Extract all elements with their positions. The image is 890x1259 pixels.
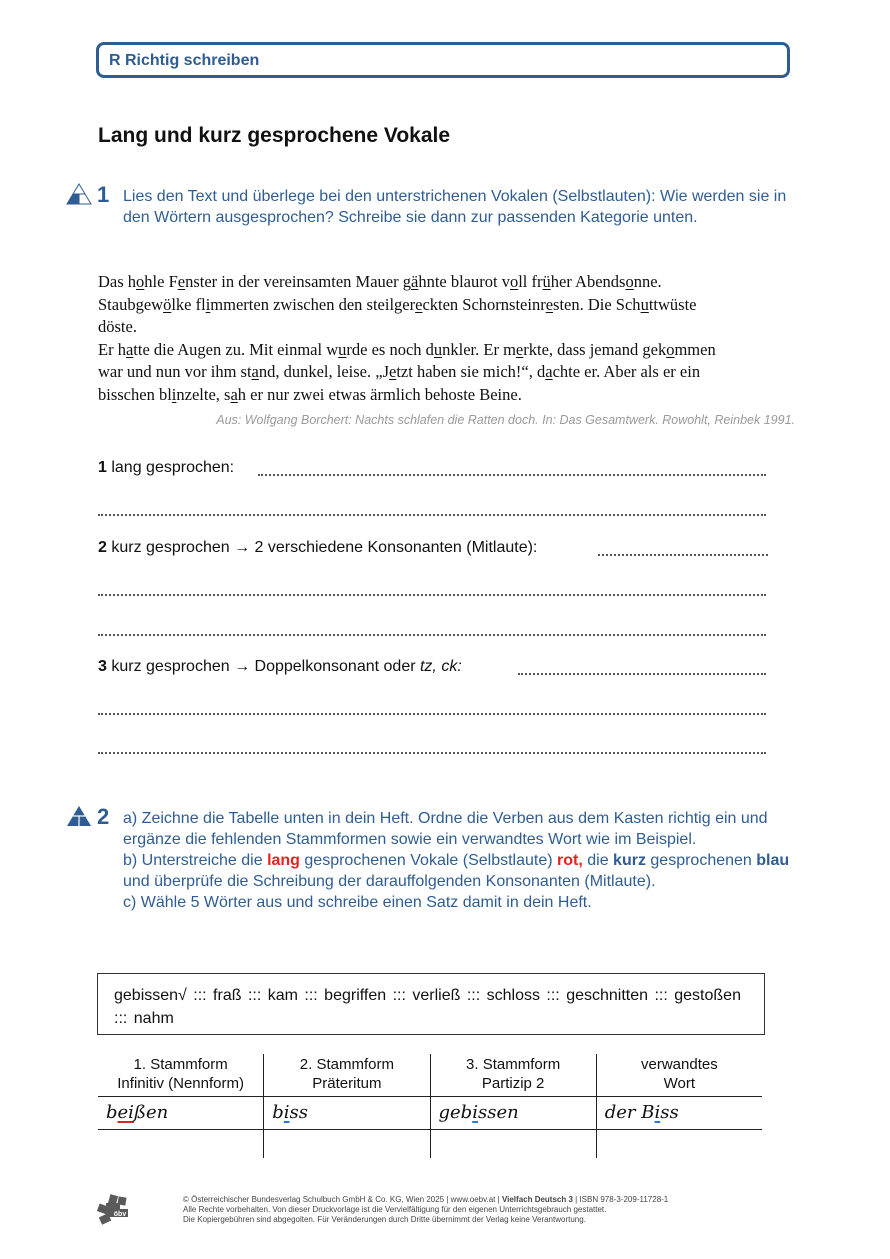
underlined-vowel: o (509, 272, 519, 291)
answer-field-3b[interactable] (98, 713, 766, 715)
story-line: döste. (98, 317, 137, 336)
category-label-italic: tz, ck: (419, 658, 462, 675)
table-cell: beißen (106, 1102, 169, 1123)
underlined-vowel: i (171, 384, 177, 404)
column-header: 3. Stammform Partizip 2 (430, 1054, 596, 1096)
task-1-instruction: Lies den Text und überlege bei den unterstrichenen Vokalen (Selbstlauten): Wie werden sie in den Wörtern ausgesprochen? Schreibe sie dann zur passenden Kategorie unten. (123, 188, 787, 226)
story-line: bisschen blinzelte, sah er nur zwei etwas ärmlich behoste Beine. (98, 384, 522, 404)
category-label: kurz gesprochen → 2 verschiedene Konsonanten (Mitlaute): (106, 539, 538, 556)
answer-field-1b[interactable] (98, 514, 766, 516)
answer-field-3a[interactable] (518, 673, 766, 675)
story-line: war und nun vor ihm stand, dunkel, leise. „Jetzt haben sie mich!“, dachte er. Aber als er ein (98, 362, 701, 381)
story-text (98, 271, 798, 406)
category-number: 1 (98, 459, 107, 476)
table-header-row (98, 1054, 762, 1097)
difficulty-level-1-triangle-icon (66, 183, 92, 205)
underlined-vowel: ö (163, 294, 172, 314)
underlined-vowel: e (545, 294, 554, 314)
column-header: 1. Stammform Infinitiv (Nennform) (117, 1056, 244, 1092)
task-2c: c) Wähle 5 Wörter aus und schreibe einen Satz damit in dein Heft. (123, 894, 592, 911)
table-cell: biss (263, 1097, 429, 1129)
story-line: Das hohle Fenster in der vereinsamten Mauer gähnte blaurot voll früher Abendsonne. (98, 272, 662, 291)
answer-field-2b[interactable] (98, 594, 766, 596)
svg-text:öbv: öbv (113, 1211, 127, 1218)
category-number: 2 (98, 539, 107, 556)
answer-field-3c[interactable] (98, 752, 766, 754)
category-label: kurz gesprochen → Doppelkonsonant oder (106, 658, 420, 675)
section-header (96, 42, 790, 78)
category-1-line (98, 459, 234, 477)
table-cell: der Biss (596, 1097, 762, 1129)
underlined-vowel: ü (542, 272, 551, 291)
column-header: verwandtes Wort (596, 1054, 762, 1096)
task-2b: b) Unterstreiche die lang gesprochenen Vokale (Selbstlaute) rot, die kurz gesprochenen blau und überprüfe die Schreibung der darauffolgenden Konsonanten (Mitlaute). (123, 852, 790, 890)
table-cell-empty[interactable] (430, 1130, 596, 1158)
difficulty-level-3-triangle-icon (66, 805, 92, 827)
underlined-vowel: a (545, 362, 553, 381)
word-list: gebissen√ ::: fraß ::: kam ::: begriffen ::: verließ ::: schloss ::: geschnitten ::: gestoßen ::: nahm (114, 987, 741, 1027)
underlined-vowel: o (666, 339, 675, 359)
task-2-number: 2 (97, 804, 110, 829)
table-cell-empty[interactable] (263, 1130, 429, 1158)
table-row-example (98, 1097, 762, 1130)
source-citation: Aus: Wolfgang Borchert: Nachts schlafen die Ratten doch. In: Das Gesamtwerk. Rowohlt, Reinbek 1991. (216, 413, 795, 427)
task-1-number: 1 (97, 182, 110, 207)
underlined-vowel: i (205, 294, 211, 314)
page-title: Lang und kurz gesprochene Vokale (98, 124, 451, 147)
underlined-vowel: a (230, 384, 238, 404)
answer-field-2c[interactable] (98, 634, 766, 636)
underlined-vowel: a (251, 362, 259, 381)
table-row-empty (98, 1130, 762, 1158)
task-1-marker (66, 183, 92, 210)
underlined-vowel: u (640, 294, 649, 314)
oebv-logo-icon (96, 1193, 130, 1227)
underlined-vowel: e (515, 339, 524, 359)
section-title: R Richtig schreiben (109, 52, 260, 69)
category-3-line (98, 658, 462, 676)
underlined-vowel: u (338, 339, 347, 359)
table-cell-empty[interactable] (596, 1130, 762, 1158)
task-2-marker (66, 805, 92, 832)
answer-field-2a[interactable] (598, 554, 768, 556)
publisher-logo (96, 1193, 130, 1232)
underlined-vowel: a (125, 339, 134, 359)
category-number: 3 (98, 658, 107, 675)
underlined-vowel: ä (410, 272, 419, 291)
column-header: 2. Stammform Präteritum (263, 1054, 429, 1096)
underlined-vowel: e (389, 362, 397, 381)
table-cell: gebissen (430, 1097, 596, 1129)
word-box (97, 973, 765, 1035)
footer-copyright: © Österreichischer Bundesverlag Schulbuch GmbH & Co. KG, Wien 2025 | www.oebv.at | Vielfach Deutsch 3 | ISBN 978-3-209-11728-1 Alle Rechte vorbehalten. Von dieser Druckvorlage ist die Vervielfältigung für den eigenen Unterrichtsgebrauch gestattet. Die Kopiergebühren sind abgegolten. Für Veränderungen durch Dritte übernimmt der Verlag keine Verantwortung. (183, 1195, 669, 1224)
stem-forms-table (98, 1054, 762, 1158)
underlined-vowel: u (433, 339, 443, 359)
underlined-vowel: o (625, 272, 634, 291)
underlined-vowel: e (415, 294, 423, 314)
category-label: lang gesprochen: (106, 459, 235, 476)
story-line: Staubgewölke flimmerten zwischen den steilgereckten Schornsteinresten. Die Schuttwüste (98, 294, 697, 314)
task-2-instructions (123, 808, 798, 913)
underlined-vowel: e (177, 272, 186, 291)
table-cell-empty[interactable] (98, 1130, 263, 1158)
underlined-vowel: o (136, 272, 145, 291)
answer-field-1a[interactable] (258, 474, 766, 476)
story-line: Er hatte die Augen zu. Mit einmal wurde es noch dunkler. Er merkte, dass jemand gekommen (98, 339, 716, 359)
task-2a: a) Zeichne die Tabelle unten in dein Heft. Ordne die Verben aus dem Kasten richtig ein und ergänze die fehlenden Stammformen sowie ein verwandtes Wort wie im Beispiel. (123, 810, 768, 848)
category-2-line (98, 539, 537, 557)
